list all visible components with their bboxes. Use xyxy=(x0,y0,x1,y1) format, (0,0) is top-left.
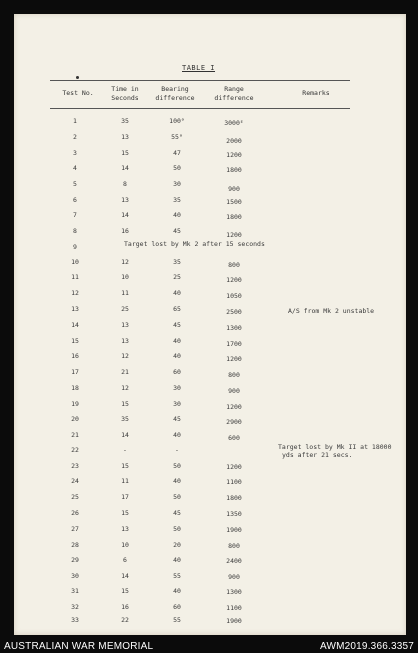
cell-test-no: 15 xyxy=(71,337,79,345)
cell-range: 1800 xyxy=(226,166,242,174)
cell-range: 900 xyxy=(228,185,240,193)
cell-range: 1200 xyxy=(226,151,242,159)
cell-bearing: 40 xyxy=(173,289,181,297)
cell-range: 1200 xyxy=(226,355,242,363)
cell-bearing: 25 xyxy=(173,273,181,281)
cell-range: 1300 xyxy=(226,324,242,332)
cell-range: 1900 xyxy=(226,617,242,625)
cell-test-no: 4 xyxy=(73,164,77,172)
cell-range: 800 xyxy=(228,261,240,269)
cell-range: 1050 xyxy=(226,292,242,300)
cell-time: 12 xyxy=(121,258,129,266)
cell-time: 15 xyxy=(121,509,129,517)
cell-time: 15 xyxy=(121,587,129,595)
cell-bearing: 40 xyxy=(173,211,181,219)
cell-time: 6 xyxy=(123,556,127,564)
cell-range: 1300 xyxy=(226,588,242,596)
cell-test-no: 21 xyxy=(71,431,79,439)
row9-note: Target lost by Mk 2 after 15 seconds xyxy=(124,240,265,248)
cell-bearing: 50 xyxy=(173,493,181,501)
cell-time: 14 xyxy=(121,431,129,439)
cell-test-no: 29 xyxy=(71,556,79,564)
cell-time: 8 xyxy=(123,180,127,188)
cell-bearing: 55 xyxy=(173,572,181,580)
cell-test-no: 23 xyxy=(71,462,79,470)
cell-bearing: 50 xyxy=(173,164,181,172)
cell-bearing: 65 xyxy=(173,305,181,313)
cell-time: 11 xyxy=(121,289,129,297)
header-remarks: Remarks xyxy=(302,89,330,97)
cell-bearing: 40 xyxy=(173,477,181,485)
cell-test-no: 19 xyxy=(71,400,79,408)
cell-bearing: 60 xyxy=(173,603,181,611)
cell-time: 14 xyxy=(121,164,129,172)
cell-test-no: 10 xyxy=(71,258,79,266)
cell-time: 10 xyxy=(121,273,129,281)
cell-test-no: 2 xyxy=(73,133,77,141)
cell-time: 25 xyxy=(121,305,129,313)
cell-range: 2000 xyxy=(226,137,242,145)
cell-range: 900 xyxy=(228,387,240,395)
cell-bearing: 35 xyxy=(173,196,181,204)
cell-test-no: 32 xyxy=(71,603,79,611)
cell-range: 2900 xyxy=(226,418,242,426)
cell-bearing: 40 xyxy=(173,556,181,564)
remark-row-13: A/S from Mk 2 unstable xyxy=(288,307,375,315)
cell-test-no: 25 xyxy=(71,493,79,501)
cell-range: 1700 xyxy=(226,340,242,348)
cell-time: 15 xyxy=(121,462,129,470)
cell-time: 13 xyxy=(121,337,129,345)
remark-row-22-line2: yds after 21 secs. xyxy=(282,451,353,459)
cell-range: 1350 xyxy=(226,510,242,518)
cell-range: 2500 xyxy=(226,308,242,316)
footer-accession: AWM2019.366.3357 xyxy=(319,641,414,652)
cell-test-no: 3 xyxy=(73,149,77,157)
cell-bearing: 40 xyxy=(173,337,181,345)
cell-time: 11 xyxy=(121,477,129,485)
table-top-rule xyxy=(50,80,350,81)
ink-mark xyxy=(76,76,79,79)
table-title: TABLE I xyxy=(182,64,216,72)
cell-range: 1100 xyxy=(226,604,242,612)
cell-range: 600 xyxy=(228,434,240,442)
cell-test-no: 5 xyxy=(73,180,77,188)
cell-test-no: 30 xyxy=(71,572,79,580)
cell-test-no: 27 xyxy=(71,525,79,533)
table-header-rule xyxy=(50,108,350,109)
cell-time: 13 xyxy=(121,133,129,141)
cell-bearing: 30 xyxy=(173,384,181,392)
cell-bearing: 55 xyxy=(173,616,181,624)
cell-test-no: 9 xyxy=(73,243,77,251)
cell-time: 13 xyxy=(121,196,129,204)
cell-test-no: 8 xyxy=(73,227,77,235)
cell-test-no: 31 xyxy=(71,587,79,595)
header-range: Range difference xyxy=(214,85,254,102)
cell-test-no: 33 xyxy=(71,616,79,624)
cell-bearing: 45 xyxy=(173,509,181,517)
cell-bearing: 60 xyxy=(173,368,181,376)
cell-bearing: 55° xyxy=(171,133,183,141)
cell-range: 1800 xyxy=(226,494,242,502)
cell-range: 1500 xyxy=(226,198,242,206)
cell-time: 14 xyxy=(121,211,129,219)
cell-time: 16 xyxy=(121,227,129,235)
cell-test-no: 6 xyxy=(73,196,77,204)
cell-range: 1200 xyxy=(226,463,242,471)
cell-time: 15 xyxy=(121,149,129,157)
cell-test-no: 20 xyxy=(71,415,79,423)
cell-time: 13 xyxy=(121,525,129,533)
cell-bearing: 30 xyxy=(173,180,181,188)
cell-time: 35 xyxy=(121,117,129,125)
header-time: Time in Seconds xyxy=(111,85,139,102)
cell-time: - xyxy=(123,446,127,454)
cell-time: 12 xyxy=(121,352,129,360)
cell-range: 800 xyxy=(228,542,240,550)
cell-bearing: 50 xyxy=(173,525,181,533)
cell-bearing: 30 xyxy=(173,400,181,408)
cell-time: 15 xyxy=(121,400,129,408)
cell-range: 1200 xyxy=(226,231,242,239)
cell-time: 22 xyxy=(121,616,129,624)
cell-time: 10 xyxy=(121,541,129,549)
cell-range: 1900 xyxy=(226,526,242,534)
cell-test-no: 7 xyxy=(73,211,77,219)
cell-range: 2400 xyxy=(226,557,242,565)
cell-time: 21 xyxy=(121,368,129,376)
cell-range: 1100 xyxy=(226,478,242,486)
cell-time: 13 xyxy=(121,321,129,329)
cell-bearing: 45 xyxy=(173,415,181,423)
cell-range: 1200 xyxy=(226,276,242,284)
cell-bearing: 45 xyxy=(173,321,181,329)
cell-test-no: 1 xyxy=(73,117,77,125)
cell-test-no: 12 xyxy=(71,289,79,297)
cell-test-no: 16 xyxy=(71,352,79,360)
cell-bearing: 50 xyxy=(173,462,181,470)
cell-range: 900 xyxy=(228,573,240,581)
cell-test-no: 26 xyxy=(71,509,79,517)
cell-test-no: 11 xyxy=(71,273,79,281)
cell-time: 35 xyxy=(121,415,129,423)
remark-row-22-line1: Target lost by Mk II at 18000 xyxy=(278,443,392,451)
cell-bearing: 35 xyxy=(173,258,181,266)
cell-time: 12 xyxy=(121,384,129,392)
header-test-no: Test No. xyxy=(62,89,94,97)
cell-bearing: 45 xyxy=(173,227,181,235)
cell-range: 1800 xyxy=(226,213,242,221)
cell-bearing: 40 xyxy=(173,431,181,439)
cell-bearing: 40 xyxy=(173,352,181,360)
cell-test-no: 24 xyxy=(71,477,79,485)
cell-range: 1200 xyxy=(226,403,242,411)
cell-time: 17 xyxy=(121,493,129,501)
cell-test-no: 18 xyxy=(71,384,79,392)
footer-institution: AUSTRALIAN WAR MEMORIAL xyxy=(4,641,154,652)
cell-bearing: 20 xyxy=(173,541,181,549)
cell-time: 14 xyxy=(121,572,129,580)
cell-test-no: 22 xyxy=(71,446,79,454)
cell-range: 800 xyxy=(228,371,240,379)
header-bearing: Bearing difference xyxy=(155,85,195,102)
cell-test-no: 13 xyxy=(71,305,79,313)
cell-bearing: 40 xyxy=(173,587,181,595)
cell-time: 16 xyxy=(121,603,129,611)
cell-bearing: - xyxy=(175,446,179,454)
cell-bearing: 100° xyxy=(169,117,185,125)
cell-range: 3000ᴱ xyxy=(224,119,244,127)
cell-test-no: 14 xyxy=(71,321,79,329)
cell-test-no: 17 xyxy=(71,368,79,376)
cell-bearing: 47 xyxy=(173,149,181,157)
cell-test-no: 28 xyxy=(71,541,79,549)
